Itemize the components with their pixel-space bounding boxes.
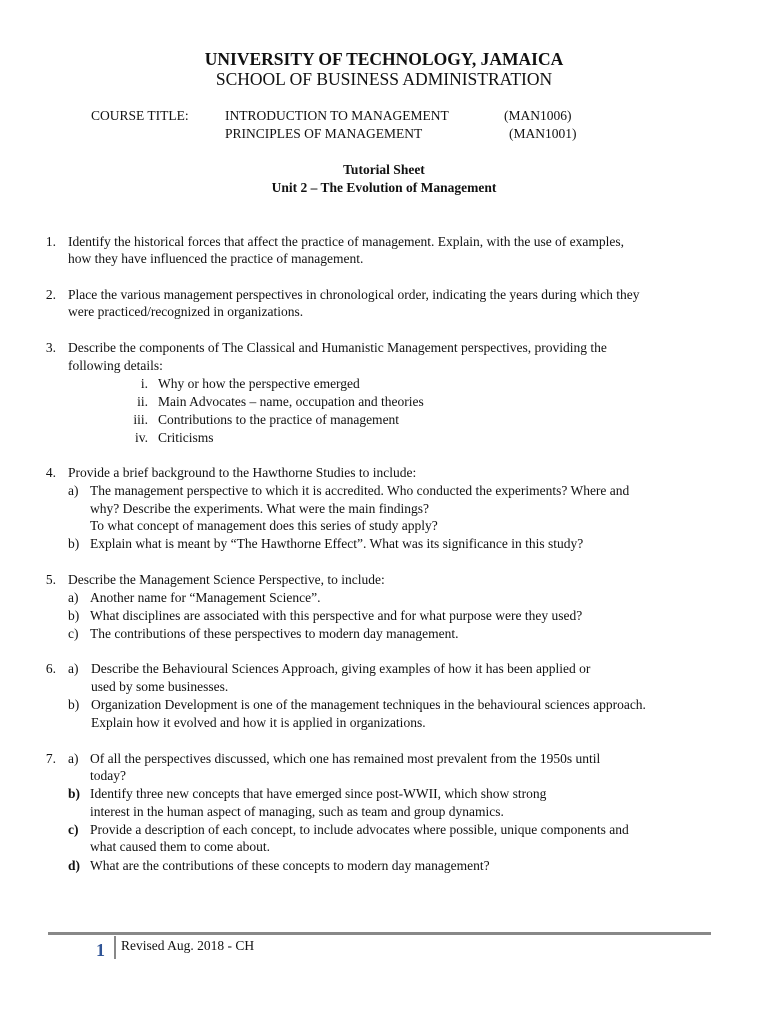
question-text: Describe the components of The Classical and Humanistic Management perspectives, providing the bbox=[68, 340, 607, 355]
course2-code: (MAN1001) bbox=[509, 126, 577, 141]
sub-item-mark: a) bbox=[68, 590, 79, 605]
sub-item-text: What are the contributions of these concepts to modern day management? bbox=[90, 858, 490, 873]
sub-item-mark: a) bbox=[68, 483, 79, 498]
roman-numeral: iii. bbox=[133, 412, 148, 427]
sub-item-text: today? bbox=[90, 768, 126, 783]
sub-item-text: Criticisms bbox=[158, 430, 214, 445]
sub-item-text: Explain how it evolved and how it is applied in organizations. bbox=[91, 715, 426, 730]
question-text: Provide a brief background to the Hawthorne Studies to include: bbox=[68, 465, 417, 480]
sub-item-mark: b) bbox=[68, 608, 80, 623]
sub-item-mark: b) bbox=[68, 536, 80, 551]
sub-item-mark: c) bbox=[68, 626, 79, 641]
sub-item-text: why? Describe the experiments. What were the main findings? bbox=[90, 501, 430, 516]
course1-name: INTRODUCTION TO MANAGEMENT bbox=[225, 108, 449, 123]
page-number: 1 bbox=[96, 940, 105, 960]
sub-item-text: Contributions to the practice of management bbox=[158, 412, 400, 427]
roman-numeral: ii. bbox=[137, 394, 148, 409]
question-number: 3. bbox=[45, 340, 56, 355]
sub-item-text: The contributions of these perspectives to modern day management. bbox=[90, 626, 459, 641]
question-number: 5. bbox=[45, 572, 56, 587]
sub-item-text: Explain what is meant by “The Hawthorne Effect”. What was its significance in this study? bbox=[90, 536, 584, 551]
question-number: 1. bbox=[45, 234, 56, 249]
course-title-label: COURSE TITLE: bbox=[91, 108, 189, 123]
question-number: 6. bbox=[45, 661, 56, 676]
sub-item-text: Why or how the perspective emerged bbox=[158, 376, 360, 391]
sub-item-text: Of all the perspectives discussed, which one has remained most prevalent from the 1950s until bbox=[90, 751, 601, 766]
sub-item-text: interest in the human aspect of managing, such as team and group dynamics. bbox=[90, 804, 504, 819]
footer-rule bbox=[48, 932, 711, 935]
sub-item-text: Describe the Behavioural Sciences Approach, giving examples of how it has been applied or bbox=[91, 661, 591, 676]
sub-item-mark: c) bbox=[68, 822, 79, 837]
question-text: following details: bbox=[68, 358, 163, 373]
sub-item-text: Main Advocates – name, occupation and theories bbox=[158, 394, 424, 409]
sub-item-text: To what concept of management does this series of study apply? bbox=[90, 518, 438, 533]
course2-name: PRINCIPLES OF MANAGEMENT bbox=[225, 126, 423, 141]
sub-item-text: Another name for “Management Science”. bbox=[90, 590, 321, 605]
question-text: Describe the Management Science Perspective, to include: bbox=[68, 572, 385, 587]
sub-item-text: Identify three new concepts that have emerged since post-WWII, which show strong bbox=[90, 786, 547, 801]
sub-item-text: used by some businesses. bbox=[91, 679, 229, 694]
sub-item-text: What disciplines are associated with this perspective and for what purpose were they used? bbox=[90, 608, 583, 623]
sub-item-mark: b) bbox=[68, 697, 80, 712]
unit-title: Unit 2 – The Evolution of Management bbox=[271, 180, 497, 195]
sheet-title: Tutorial Sheet bbox=[343, 162, 425, 177]
question-number: 4. bbox=[45, 465, 56, 480]
footer-separator bbox=[114, 936, 116, 959]
roman-numeral: i. bbox=[140, 376, 148, 391]
question-text: Identify the historical forces that affect the practice of management. Explain, with the use of examples, bbox=[68, 234, 625, 249]
sub-item-mark: a) bbox=[68, 751, 79, 766]
school-title: SCHOOL OF BUSINESS ADMINISTRATION bbox=[215, 69, 553, 89]
sub-item-text: The management perspective to which it is accredited. Who conducted the experiments? Where and bbox=[90, 483, 630, 498]
university-title: UNIVERSITY OF TECHNOLOGY, JAMAICA bbox=[204, 49, 564, 69]
question-text: were practiced/recognized in organizations. bbox=[68, 304, 304, 319]
question-number: 7. bbox=[45, 751, 56, 766]
roman-numeral: iv. bbox=[135, 430, 148, 445]
sub-item-text: Provide a description of each concept, to include advocates where possible, unique components and bbox=[90, 822, 629, 837]
sub-item-text: what caused them to come about. bbox=[90, 839, 270, 854]
course1-code: (MAN1006) bbox=[504, 108, 572, 123]
question-text: Place the various management perspectives in chronological order, indicating the years during which they bbox=[68, 287, 640, 302]
question-text: how they have influenced the practice of management. bbox=[68, 251, 364, 266]
sub-item-mark: d) bbox=[68, 858, 81, 873]
revision-note: Revised Aug. 2018 - CH bbox=[121, 938, 255, 953]
sub-item-mark: b) bbox=[68, 786, 81, 801]
sub-item-mark: a) bbox=[68, 661, 79, 676]
sub-item-text: Organization Development is one of the management techniques in the behavioural sciences approach. bbox=[91, 697, 646, 712]
question-number: 2. bbox=[45, 287, 56, 302]
